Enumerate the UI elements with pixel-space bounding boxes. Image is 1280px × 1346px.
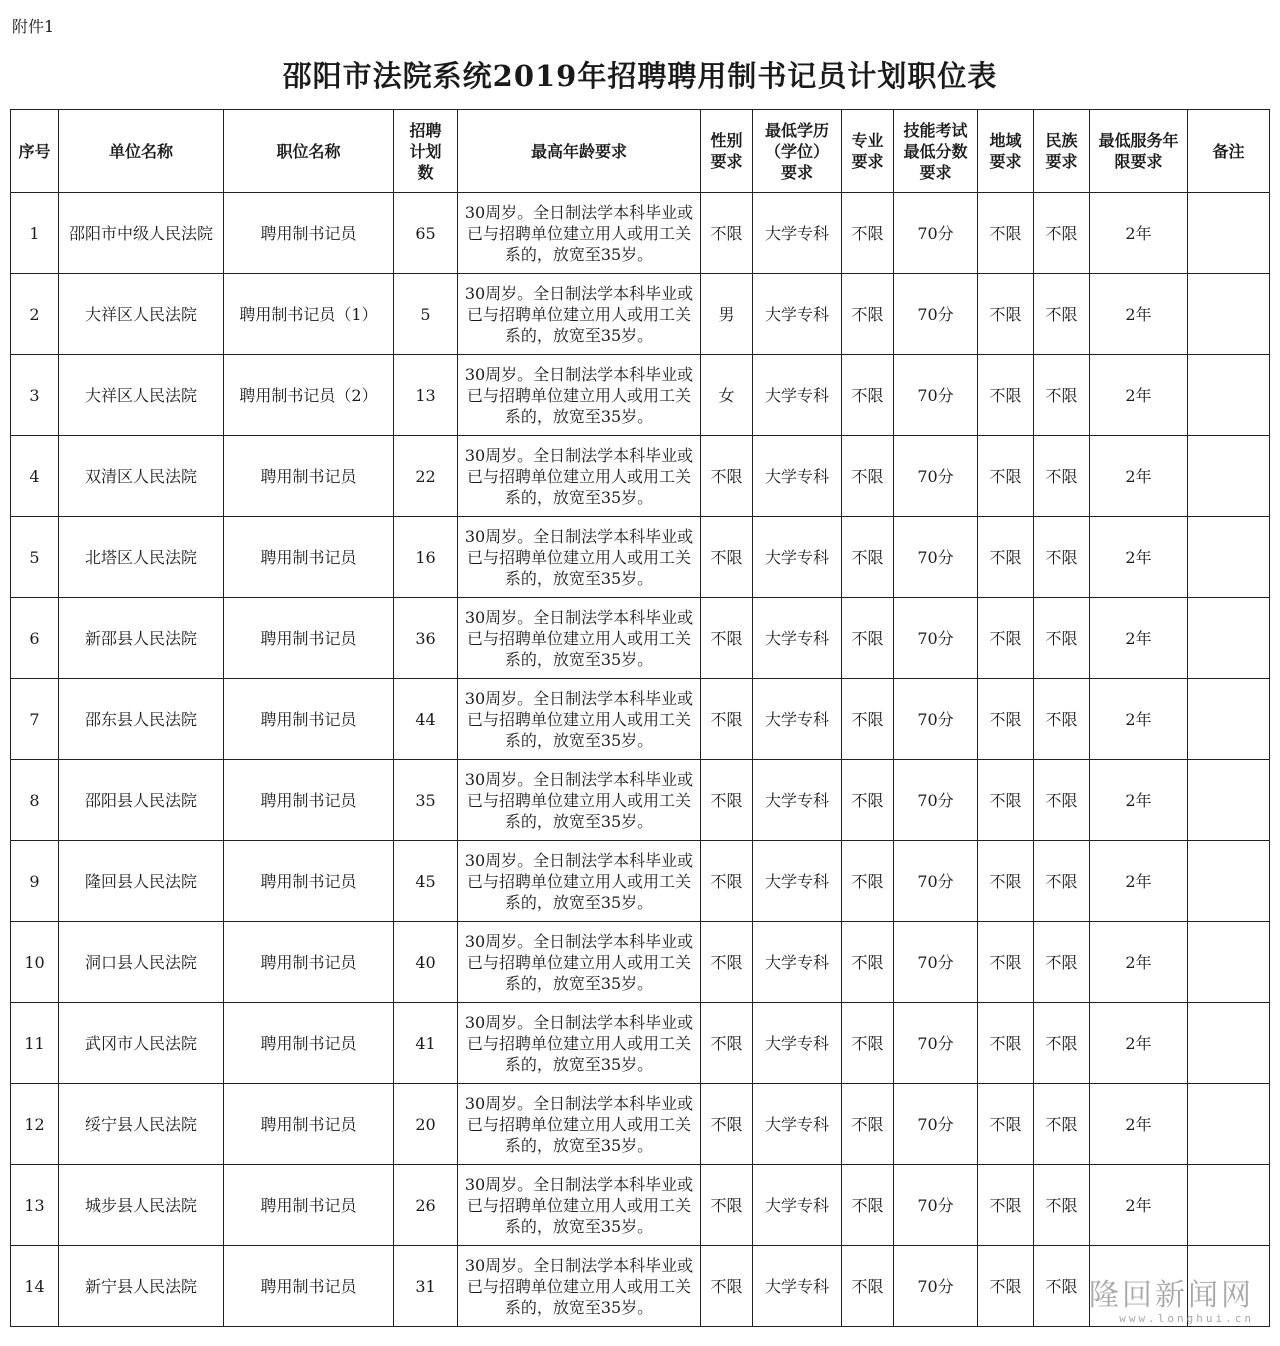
cell-position: 聘用制书记员: [224, 1246, 394, 1327]
cell-education: 大学专科: [753, 193, 842, 274]
cell-service: 2年: [1090, 355, 1188, 436]
cell-score: 70分: [894, 841, 978, 922]
cell-ethnic: 不限: [1034, 1165, 1090, 1246]
cell-age: 30周岁。全日制法学本科毕业或已与招聘单位建立用人或用工关系的，放宽至35岁。: [458, 679, 701, 760]
cell-plan: 22: [394, 436, 458, 517]
cell-ethnic: 不限: [1034, 355, 1090, 436]
cell-region: 不限: [978, 922, 1034, 1003]
cell-position: 聘用制书记员: [224, 841, 394, 922]
cell-ethnic: 不限: [1034, 517, 1090, 598]
cell-region: 不限: [978, 1165, 1034, 1246]
cell-seq: 14: [11, 1246, 59, 1327]
cell-seq: 6: [11, 598, 59, 679]
cell-major: 不限: [842, 841, 894, 922]
watermark: [1089, 1280, 1254, 1325]
cell-score: 70分: [894, 679, 978, 760]
cell-gender: 女: [701, 355, 753, 436]
cell-education: 大学专科: [753, 436, 842, 517]
cell-age: 30周岁。全日制法学本科毕业或已与招聘单位建立用人或用工关系的，放宽至35岁。: [458, 1084, 701, 1165]
cell-plan: 36: [394, 598, 458, 679]
cell-service: 2年: [1090, 193, 1188, 274]
cell-age: 30周岁。全日制法学本科毕业或已与招聘单位建立用人或用工关系的，放宽至35岁。: [458, 517, 701, 598]
cell-plan: 26: [394, 1165, 458, 1246]
cell-position: 聘用制书记员: [224, 1003, 394, 1084]
cell-region: 不限: [978, 193, 1034, 274]
cell-score: 70分: [894, 760, 978, 841]
cell-service: 2年: [1090, 679, 1188, 760]
header-age: 最高年龄要求: [458, 110, 701, 193]
cell-plan: 16: [394, 517, 458, 598]
table-body: [11, 193, 1270, 1327]
cell-score: 70分: [894, 598, 978, 679]
cell-ethnic: 不限: [1034, 922, 1090, 1003]
cell-major: 不限: [842, 355, 894, 436]
cell-seq: 5: [11, 517, 59, 598]
watermark-url: www.longhui.cn: [1119, 1312, 1254, 1325]
header-service: 最低服务年限要求: [1090, 110, 1188, 193]
cell-score: 70分: [894, 1084, 978, 1165]
cell-ethnic: 不限: [1034, 760, 1090, 841]
cell-major: 不限: [842, 760, 894, 841]
table-row: [11, 1165, 1270, 1246]
header-remarks: 备注: [1188, 110, 1270, 193]
cell-age: 30周岁。全日制法学本科毕业或已与招聘单位建立用人或用工关系的，放宽至35岁。: [458, 598, 701, 679]
cell-score: 70分: [894, 1003, 978, 1084]
cell-service: 2年: [1090, 1084, 1188, 1165]
cell-gender: 不限: [701, 598, 753, 679]
cell-remarks: [1188, 355, 1270, 436]
cell-major: 不限: [842, 1003, 894, 1084]
cell-education: 大学专科: [753, 1003, 842, 1084]
cell-major: 不限: [842, 517, 894, 598]
cell-seq: 11: [11, 1003, 59, 1084]
cell-plan: 5: [394, 274, 458, 355]
header-plan: 招聘计划数: [394, 110, 458, 193]
cell-service: 2年: [1090, 274, 1188, 355]
cell-major: 不限: [842, 598, 894, 679]
cell-service: 2年: [1090, 1003, 1188, 1084]
cell-score: 70分: [894, 274, 978, 355]
cell-unit: 北塔区人民法院: [59, 517, 224, 598]
cell-ethnic: 不限: [1034, 1003, 1090, 1084]
header-unit: 单位名称: [59, 110, 224, 193]
cell-position: 聘用制书记员: [224, 1165, 394, 1246]
cell-gender: 不限: [701, 1084, 753, 1165]
cell-remarks: [1188, 760, 1270, 841]
cell-education: 大学专科: [753, 274, 842, 355]
cell-plan: 31: [394, 1246, 458, 1327]
cell-ethnic: 不限: [1034, 193, 1090, 274]
cell-education: 大学专科: [753, 355, 842, 436]
cell-score: 70分: [894, 436, 978, 517]
header-position: 职位名称: [224, 110, 394, 193]
cell-region: 不限: [978, 436, 1034, 517]
cell-gender: 不限: [701, 841, 753, 922]
cell-region: 不限: [978, 517, 1034, 598]
cell-plan: 45: [394, 841, 458, 922]
cell-seq: 2: [11, 274, 59, 355]
cell-plan: 65: [394, 193, 458, 274]
table-row: [11, 760, 1270, 841]
cell-unit: 城步县人民法院: [59, 1165, 224, 1246]
cell-seq: 13: [11, 1165, 59, 1246]
table-row: [11, 274, 1270, 355]
cell-position: 聘用制书记员: [224, 679, 394, 760]
cell-age: 30周岁。全日制法学本科毕业或已与招聘单位建立用人或用工关系的，放宽至35岁。: [458, 922, 701, 1003]
table-row: [11, 1084, 1270, 1165]
cell-position: 聘用制书记员: [224, 436, 394, 517]
cell-gender: 不限: [701, 517, 753, 598]
cell-seq: 9: [11, 841, 59, 922]
cell-unit: 大祥区人民法院: [59, 274, 224, 355]
table-header-row: [11, 110, 1270, 193]
cell-plan: 40: [394, 922, 458, 1003]
cell-major: 不限: [842, 679, 894, 760]
cell-score: 70分: [894, 517, 978, 598]
cell-service: 2年: [1090, 922, 1188, 1003]
cell-major: 不限: [842, 274, 894, 355]
cell-position: 聘用制书记员（1）: [224, 274, 394, 355]
cell-ethnic: 不限: [1034, 598, 1090, 679]
cell-seq: 8: [11, 760, 59, 841]
cell-region: 不限: [978, 355, 1034, 436]
table-row: [11, 355, 1270, 436]
cell-position: 聘用制书记员: [224, 598, 394, 679]
cell-region: 不限: [978, 598, 1034, 679]
header-major: 专业要求: [842, 110, 894, 193]
cell-plan: 44: [394, 679, 458, 760]
cell-region: 不限: [978, 1246, 1034, 1327]
cell-score: 70分: [894, 193, 978, 274]
cell-ethnic: 不限: [1034, 436, 1090, 517]
cell-education: 大学专科: [753, 598, 842, 679]
cell-service: 2年: [1090, 598, 1188, 679]
cell-position: 聘用制书记员（2）: [224, 355, 394, 436]
cell-plan: 35: [394, 760, 458, 841]
cell-plan: 20: [394, 1084, 458, 1165]
cell-unit: 洞口县人民法院: [59, 922, 224, 1003]
cell-age: 30周岁。全日制法学本科毕业或已与招聘单位建立用人或用工关系的，放宽至35岁。: [458, 355, 701, 436]
cell-remarks: [1188, 1003, 1270, 1084]
cell-education: 大学专科: [753, 1246, 842, 1327]
cell-gender: 不限: [701, 1003, 753, 1084]
cell-ethnic: 不限: [1034, 841, 1090, 922]
cell-service: 2年: [1090, 841, 1188, 922]
cell-remarks: [1188, 841, 1270, 922]
cell-unit: 隆回县人民法院: [59, 841, 224, 922]
cell-gender: 不限: [701, 193, 753, 274]
cell-region: 不限: [978, 760, 1034, 841]
cell-major: 不限: [842, 436, 894, 517]
table-row: [11, 517, 1270, 598]
cell-ethnic: 不限: [1034, 1084, 1090, 1165]
cell-service: 2年: [1090, 1165, 1188, 1246]
cell-major: 不限: [842, 1084, 894, 1165]
cell-education: 大学专科: [753, 517, 842, 598]
attachment-label: 附件1: [12, 17, 55, 36]
cell-plan: 13: [394, 355, 458, 436]
cell-age: 30周岁。全日制法学本科毕业或已与招聘单位建立用人或用工关系的，放宽至35岁。: [458, 841, 701, 922]
header-education: 最低学历（学位）要求: [753, 110, 842, 193]
cell-remarks: [1188, 598, 1270, 679]
table-row: [11, 679, 1270, 760]
cell-region: 不限: [978, 1003, 1034, 1084]
cell-gender: 男: [701, 274, 753, 355]
cell-remarks: [1188, 274, 1270, 355]
header-score: 技能考试最低分数要求: [894, 110, 978, 193]
cell-gender: 不限: [701, 436, 753, 517]
table-row: [11, 598, 1270, 679]
header-seq: 序号: [11, 110, 59, 193]
cell-age: 30周岁。全日制法学本科毕业或已与招聘单位建立用人或用工关系的，放宽至35岁。: [458, 1003, 701, 1084]
cell-remarks: [1188, 922, 1270, 1003]
page-title: 邵阳市法院系统2019年招聘聘用制书记员计划职位表: [282, 59, 998, 93]
cell-remarks: [1188, 517, 1270, 598]
cell-gender: 不限: [701, 760, 753, 841]
cell-service: 2年: [1090, 517, 1188, 598]
cell-age: 30周岁。全日制法学本科毕业或已与招聘单位建立用人或用工关系的，放宽至35岁。: [458, 1246, 701, 1327]
cell-major: 不限: [842, 193, 894, 274]
cell-seq: 7: [11, 679, 59, 760]
cell-education: 大学专科: [753, 841, 842, 922]
cell-unit: 大祥区人民法院: [59, 355, 224, 436]
cell-region: 不限: [978, 1084, 1034, 1165]
cell-age: 30周岁。全日制法学本科毕业或已与招聘单位建立用人或用工关系的，放宽至35岁。: [458, 193, 701, 274]
cell-unit: 新宁县人民法院: [59, 1246, 224, 1327]
cell-remarks: [1188, 679, 1270, 760]
cell-education: 大学专科: [753, 679, 842, 760]
cell-major: 不限: [842, 1246, 894, 1327]
cell-age: 30周岁。全日制法学本科毕业或已与招聘单位建立用人或用工关系的，放宽至35岁。: [458, 760, 701, 841]
cell-seq: 3: [11, 355, 59, 436]
cell-age: 30周岁。全日制法学本科毕业或已与招聘单位建立用人或用工关系的，放宽至35岁。: [458, 274, 701, 355]
cell-remarks: [1188, 193, 1270, 274]
table-row: [11, 841, 1270, 922]
cell-gender: 不限: [701, 679, 753, 760]
cell-unit: 邵阳市中级人民法院: [59, 193, 224, 274]
table-row: [11, 922, 1270, 1003]
position-table: [10, 109, 1270, 1327]
cell-region: 不限: [978, 679, 1034, 760]
cell-position: 聘用制书记员: [224, 193, 394, 274]
cell-major: 不限: [842, 1165, 894, 1246]
cell-unit: 双清区人民法院: [59, 436, 224, 517]
cell-remarks: [1188, 1165, 1270, 1246]
header-gender: 性别要求: [701, 110, 753, 193]
watermark-name: 隆回新闻网: [1089, 1278, 1254, 1313]
cell-gender: 不限: [701, 922, 753, 1003]
cell-ethnic: 不限: [1034, 1246, 1090, 1327]
cell-education: 大学专科: [753, 922, 842, 1003]
cell-education: 大学专科: [753, 760, 842, 841]
table-row: [11, 436, 1270, 517]
table-row: [11, 1003, 1270, 1084]
cell-seq: 1: [11, 193, 59, 274]
table-row: [11, 1246, 1270, 1327]
cell-score: 70分: [894, 1246, 978, 1327]
cell-gender: 不限: [701, 1165, 753, 1246]
cell-score: 70分: [894, 922, 978, 1003]
cell-age: 30周岁。全日制法学本科毕业或已与招聘单位建立用人或用工关系的，放宽至35岁。: [458, 436, 701, 517]
cell-seq: 10: [11, 922, 59, 1003]
cell-education: 大学专科: [753, 1084, 842, 1165]
cell-seq: 12: [11, 1084, 59, 1165]
cell-remarks: [1188, 436, 1270, 517]
cell-unit: 武冈市人民法院: [59, 1003, 224, 1084]
table-row: [11, 193, 1270, 274]
cell-ethnic: 不限: [1034, 274, 1090, 355]
cell-service: 2年: [1090, 436, 1188, 517]
cell-unit: 新邵县人民法院: [59, 598, 224, 679]
cell-region: 不限: [978, 841, 1034, 922]
cell-major: 不限: [842, 922, 894, 1003]
cell-region: 不限: [978, 274, 1034, 355]
cell-remarks: [1188, 1084, 1270, 1165]
cell-position: 聘用制书记员: [224, 1084, 394, 1165]
cell-age: 30周岁。全日制法学本科毕业或已与招聘单位建立用人或用工关系的，放宽至35岁。: [458, 1165, 701, 1246]
cell-service: 2年: [1090, 760, 1188, 841]
cell-education: 大学专科: [753, 1165, 842, 1246]
cell-unit: 邵阳县人民法院: [59, 760, 224, 841]
cell-gender: 不限: [701, 1246, 753, 1327]
cell-plan: 41: [394, 1003, 458, 1084]
cell-unit: 绥宁县人民法院: [59, 1084, 224, 1165]
cell-seq: 4: [11, 436, 59, 517]
cell-position: 聘用制书记员: [224, 760, 394, 841]
header-ethnic: 民族要求: [1034, 110, 1090, 193]
cell-score: 70分: [894, 1165, 978, 1246]
cell-unit: 邵东县人民法院: [59, 679, 224, 760]
cell-ethnic: 不限: [1034, 679, 1090, 760]
cell-position: 聘用制书记员: [224, 922, 394, 1003]
cell-score: 70分: [894, 355, 978, 436]
header-region: 地域要求: [978, 110, 1034, 193]
cell-position: 聘用制书记员: [224, 517, 394, 598]
